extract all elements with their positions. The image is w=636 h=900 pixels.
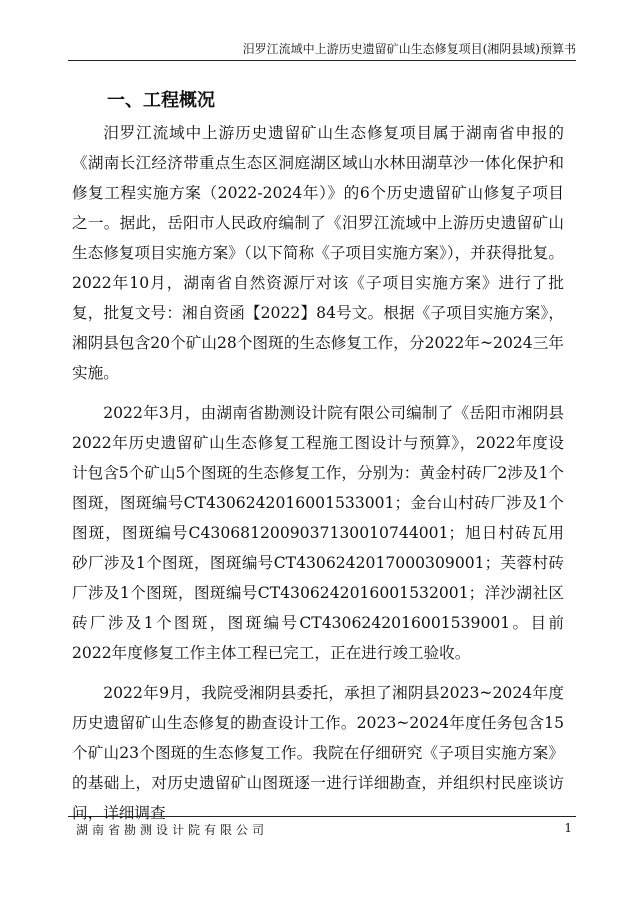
header-title: 汨罗江流域中上游历史遗留矿山生态修复项目(湘阴县域)预算书 xyxy=(242,42,576,56)
paragraph: 2022年9月，我院受湘阴县委托，承担了湘阴县2023~2024年度历史遗留矿山生态修复的勘查设计工作。2023~2024年度任务包含15个矿山23个图斑的生态修复工作。我院在仔细研究《子项目实施方案》的基础上，对历史遗留矿山图斑逐一进行详细勘查，并组织村民座谈访问，详细调查 xyxy=(72,684,564,822)
page-number: 1 xyxy=(564,821,572,835)
paragraph: 汨罗江流域中上游历史遗留矿山生态修复项目属于湖南省申报的《湖南长江经济带重点生态区洞庭湖区域山水林田湖草沙一体化保护和修复工程实施方案（2022-2024年）》的6个历史遗留矿山修复子项目之一。据此，岳阳市人民政府编制了《汨罗江流域中上游历史遗留矿山生态修复项目实施方案》（以下简称《子项目实施方案》），并获得批复。2022年10月，湖南省自然资源厅对该《子项目实施方案》进行了批复，批复文号：湘自资函【2022】84号文。根据《子项目实施方案》，湘阴县包含20个矿山28个图斑的生态修复工作，分2022年~2024三年实施。 xyxy=(72,124,564,382)
page-footer xyxy=(68,816,576,838)
paragraph: 2022年3月，由湖南省勘测设计院有限公司编制了《岳阳市湘阴县2022年历史遗留矿山生态修复工程施工图设计与预算》，2022年度设计包含5个矿山5个图斑的生态修复工作，分别为：黄金村砖厂2涉及1个图斑，图斑编号CT4306242016001533001；金台山村砖厂涉及1个图斑，图斑编号C4306812009037130010744001；旭日村砖瓦用砂厂涉及1个图斑，图斑编号CT4306242017000309001；芙蓉村砖厂涉及1个图斑，图斑编号CT4306242016001532001；洋沙湖社区砖厂涉及1个图斑，图斑编号CT4306242016001539001。目前2022年度修复工作主体工程已完工，正在进行竣工验收。 xyxy=(72,404,564,662)
section-title: 一、工程概况 xyxy=(107,90,215,111)
body-text xyxy=(72,118,564,838)
page-header xyxy=(68,40,576,61)
footer-organization: 湖南省勘测设计院有限公司 xyxy=(76,823,269,837)
